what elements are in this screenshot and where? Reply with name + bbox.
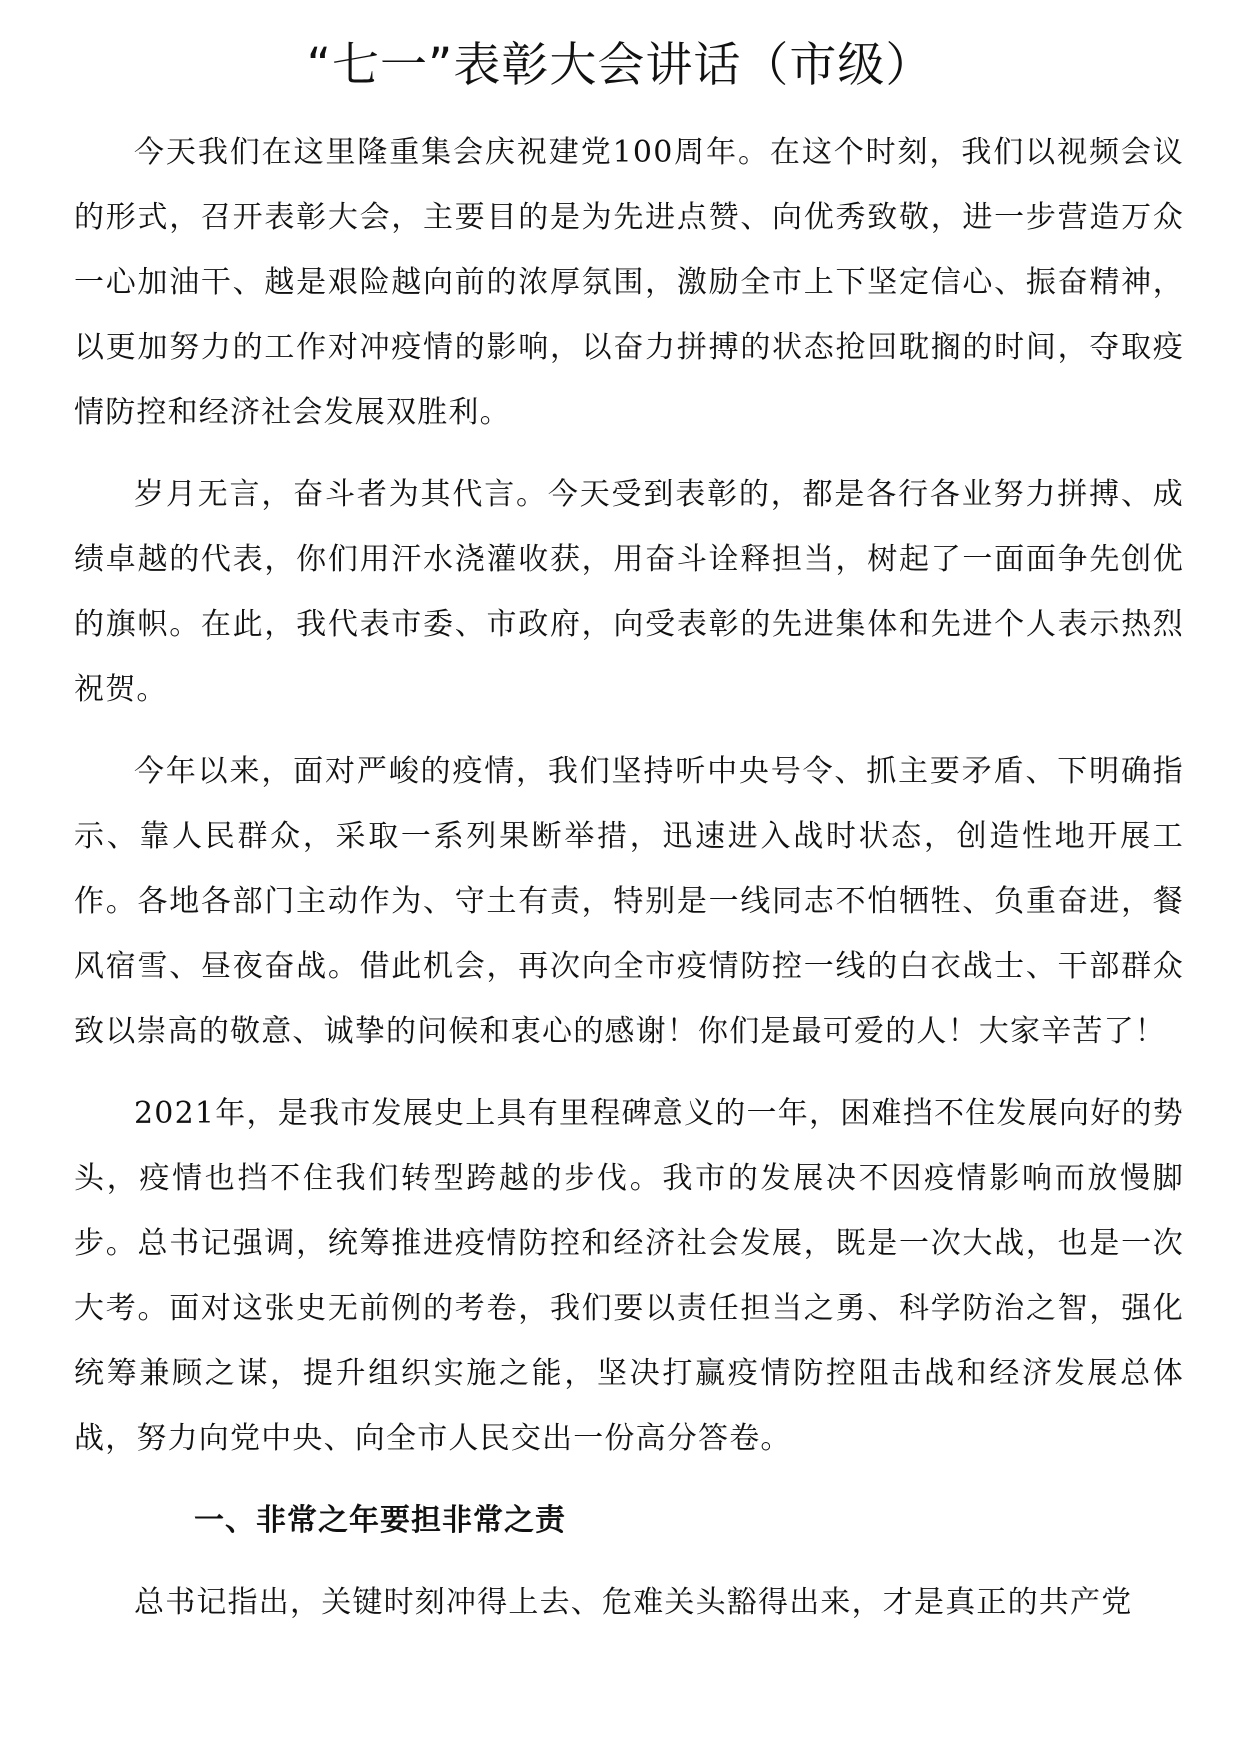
paragraph-1: 今天我们在这里隆重集会庆祝建党100周年。在这个时刻，我们以视频会议的形式，召开表彰大会，主要目的是为先进点赞、向优秀致敬，进一步营造万众一心加油干、越是艰险越向前的浓厚氛围，激励全市上下坚定信心、振奋精神，以更加努力的工作对冲疫情的影响，以奋力拼搏的状态抢回耽搁的时间，夺取疫情防控和经济社会发展双胜利。 <box>74 135 1184 430</box>
paragraph-4: 2021年，是我市发展史上具有里程碑意义的一年，困难挡不住发展向好的势头，疫情也挡不住我们转型跨越的步伐。我市的发展决不因疫情影响而放慢脚步。总书记强调，统筹推进疫情防控和经济社会发展，既是一次大战，也是一次大考。面对这张史无前例的考卷，我们要以责任担当之勇、科学防治之智，强化统筹兼顾之谋，提升组织实施之能，坚决打赢疫情防控阻击战和经济发展总体战，努力向党中央、向全市人民交出一份高分答卷。 <box>74 1096 1184 1456</box>
document-title: “七一”表彰大会讲话（市级） <box>306 38 934 93</box>
paragraph-5: 总书记指出，关键时刻冲得上去、危难关头豁得出来，才是真正的共产党 <box>134 1585 1133 1620</box>
paragraph-2: 岁月无言，奋斗者为其代言。今天受到表彰的，都是各行各业努力拼搏、成绩卓越的代表，你们用汗水浇灌收获，用奋斗诠释担当，树起了一面面争先创优的旗帜。在此，我代表市委、市政府，向受表彰的先进集体和先进个人表示热烈祝贺。 <box>74 477 1184 707</box>
document-body <box>74 120 1184 1635</box>
paragraph-3: 今年以来，面对严峻的疫情，我们坚持听中央号令、抓主要矛盾、下明确指示、靠人民群众，采取一系列果断举措，迅速进入战时状态，创造性地开展工作。各地各部门主动作为、守土有责，特别是一线同志不怕牺牲、负重奋进，餐风宿雪、昼夜奋战。借此机会，再次向全市疫情防控一线的白衣战士、干部群众致以崇高的敬意、诚挚的问候和衷心的感谢！你们是最可爱的人！大家辛苦了！ <box>74 754 1184 1049</box>
section-heading: 一、非常之年要担非常之责 <box>194 1503 566 1538</box>
